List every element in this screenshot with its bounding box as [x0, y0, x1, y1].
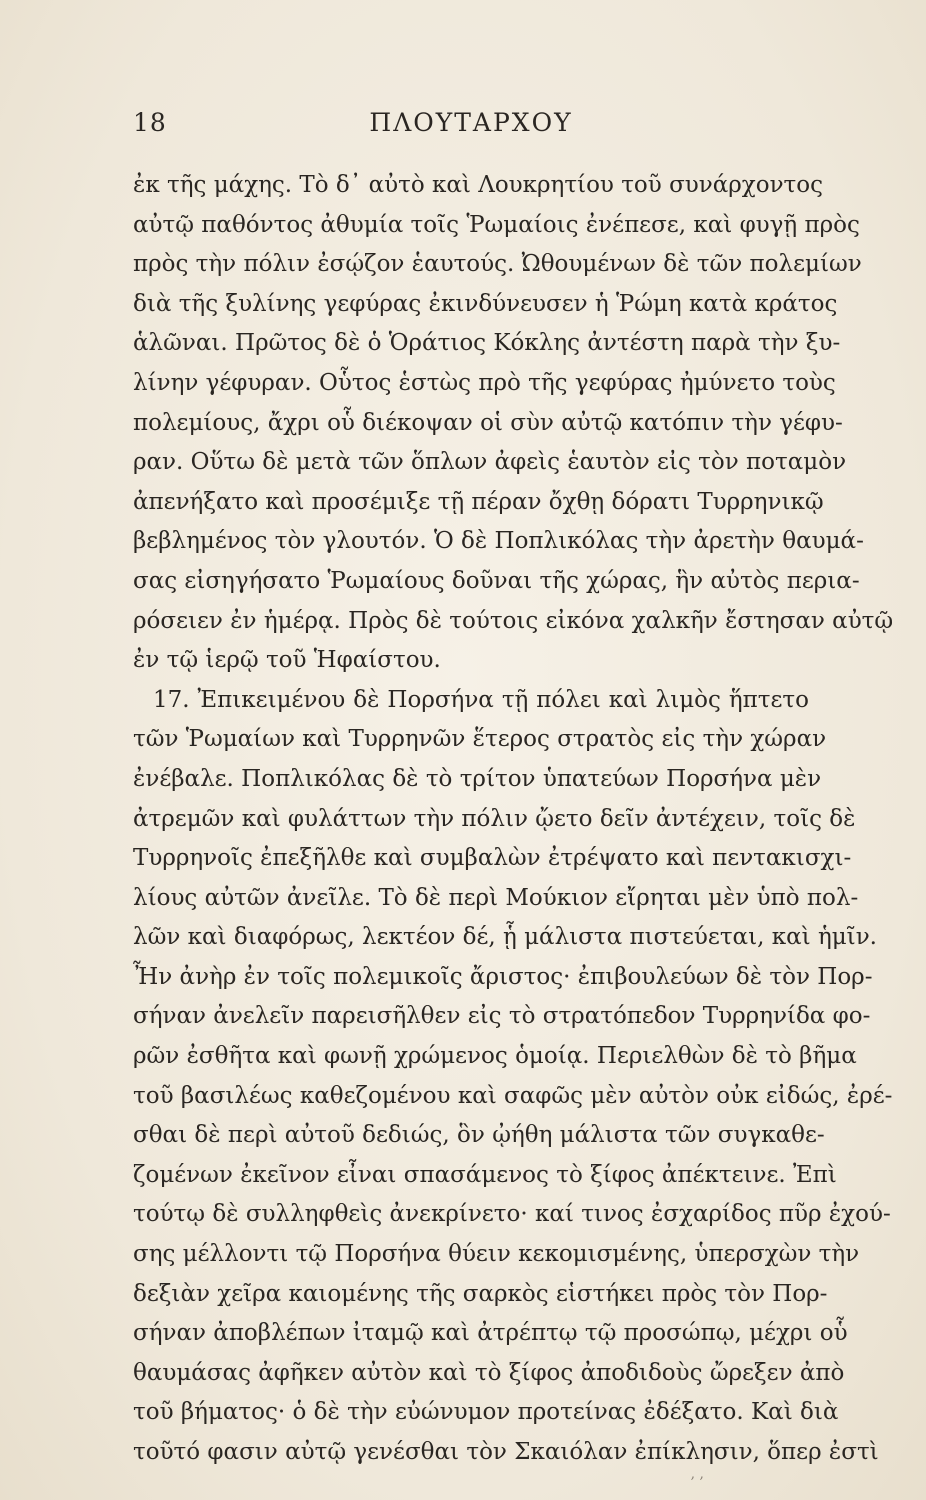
text-line: σήναν ἀποβλέπων ἰταμῷ καὶ ἀτρέπτῳ τῷ προσώπῳ, μέχρι οὗ [133, 1320, 848, 1347]
body-text [133, 166, 894, 1473]
running-title: ΠΛΟΥΤΑΡΧΟΥ [369, 108, 573, 137]
page-number: 18 [133, 108, 167, 137]
text-line: Τυρρηνοῖς ἐπεξῆλθε καὶ συμβαλὼν ἐτρέψατο καὶ πεντακισχι- [133, 845, 852, 872]
text-line: ἁλῶναι. Πρῶτος δὲ ὁ Ὁράτιος Κόκλης ἀντέστη παρὰ τὴν ξυ- [133, 330, 841, 357]
text-line: τοῦ βήματος· ὁ δὲ τὴν εὐώνυμον προτείνας ἐδέξατο. Καὶ διὰ [133, 1399, 839, 1426]
text-line: δεξιὰν χεῖρα καιομένης τῆς σαρκὸς εἱστήκει πρὸς τὸν Πορ- [133, 1280, 828, 1307]
text-line: λίους αὐτῶν ἀνεῖλε. Τὸ δὲ περὶ Μούκιον εἴρηται μὲν ὑπὸ πολ- [133, 884, 859, 911]
text-line: ἐνέβαλε. Ποπλικόλας δὲ τὸ τρίτον ὑπατεύων Πορσήνα μὲν [133, 765, 822, 792]
text-line: ραν. Οὕτω δὲ μετὰ τῶν ὅπλων ἀφεὶς ἑαυτὸν εἰς τὸν ποταμὸν [133, 449, 847, 476]
text-line: θαυμάσας ἀφῆκεν αὐτὸν καὶ τὸ ξίφος ἀποδιδοὺς ὤρεξεν ἀπὸ [133, 1359, 845, 1386]
text-line: πρὸς τὴν πόλιν ἐσῴζον ἑαυτούς. Ὠθουμένων δὲ τῶν πολεμίων [133, 251, 862, 278]
text-line: λίνην γέφυραν. Οὗτος ἑστὼς πρὸ τῆς γεφύρας ἠμύνετο τοὺς [133, 369, 836, 396]
text-line: ἀτρεμῶν καὶ φυλάττων τὴν πόλιν ᾤετο δεῖν ἀντέχειν, τοῖς δὲ [133, 805, 856, 832]
text-line: τούτῳ δὲ συλληφθεὶς ἀνεκρίνετο· καί τινος ἐσχαρίδος πῦρ ἐχού- [133, 1201, 891, 1228]
text-line: σης μέλλοντι τῷ Πορσήνα θύειν κεκομισμένης, ὑπερσχὼν τὴν [133, 1241, 860, 1268]
text-line: ρῶν ἐσθῆτα καὶ φωνῇ χρώμενος ὁμοίᾳ. Περιελθὼν δὲ τὸ βῆμα [133, 1043, 857, 1070]
section-17-start-line: 17. Ἐπικειμένου δὲ Πορσήνα τῇ πόλει καὶ λιμὸς ἥπτετο [153, 686, 809, 713]
text-line: ζομένων ἐκεῖνον εἶναι σπασάμενος τὸ ξίφος ἀπέκτεινε. Ἐπὶ [133, 1161, 837, 1188]
text-line: σήναν ἀνελεῖν παρεισῆλθεν εἰς τὸ στρατόπεδον Τυρρηνίδα φο- [133, 1003, 871, 1030]
text-line: αὐτῷ παθόντος ἀθυμία τοῖς Ῥωμαίοις ἐνέπεσε, καὶ φυγῇ πρὸς [133, 211, 860, 238]
page-header [133, 108, 809, 148]
text-line: σθαι δὲ περὶ αὐτοῦ δεδιώς, ὃν ᾠήθη μάλιστα τῶν συγκαθε- [133, 1122, 825, 1149]
text-line: πολεμίους, ἄχρι οὗ διέκοψαν οἱ σὺν αὐτῷ κατόπιν τὴν γέφυ- [133, 409, 843, 436]
text-line: ἐκ τῆς μάχης. Τὸ δ᾽ αὐτὸ καὶ Λουκρητίου τοῦ συνάρχοντος [133, 172, 824, 198]
text-line: τοῦτό φασιν αὐτῷ γενέσθαι τὸν Σκαιόλαν ἐπίκλησιν, ὅπερ ἐστὶ [133, 1439, 879, 1465]
text-line: ἀπενήξατο καὶ προσέμιξε τῇ πέραν ὄχθῃ δόρατι Τυρρηνικῷ [133, 488, 824, 515]
text-line: διὰ τῆς ξυλίνης γεφύρας ἐκινδύνευσεν ἡ Ῥώμη κατὰ κράτος [133, 290, 838, 317]
text-line: βεβλημένος τὸν γλουτόν. Ὁ δὲ Ποπλικόλας τὴν ἀρετὴν θαυμά- [133, 528, 864, 555]
text-line: λῶν καὶ διαφόρως, λεκτέον δέ, ᾗ μάλιστα πιστεύεται, καὶ ἡμῖν. [133, 924, 877, 951]
text-line: ρόσειεν ἐν ἡμέρᾳ. Πρὸς δὲ τούτοις εἰκόνα χαλκῆν ἔστησαν αὐτῷ [133, 607, 894, 634]
text-line: τῶν Ῥωμαίων καὶ Τυρρηνῶν ἕτερος στρατὸς εἰς τὴν χώραν [133, 726, 827, 753]
paragraph-end-line: ἐν τῷ ἱερῷ τοῦ Ἡφαίστου. [133, 647, 441, 674]
text-line: Ἦν ἀνὴρ ἐν τοῖς πολεμικοῖς ἄριστος· ἐπιβουλεύων δὲ τὸν Πορ- [133, 963, 873, 990]
text-line: τοῦ βασιλέως καθεζομένου καὶ σαφῶς μὲν αὐτὸν οὐκ εἰδώς, ἐρέ- [133, 1082, 893, 1109]
text-line: σας εἰσηγήσατο Ῥωμαίους δοῦναι τῆς χώρας, ἣν αὐτὸς περια- [133, 567, 860, 594]
footer-mark: , , [690, 1466, 704, 1482]
